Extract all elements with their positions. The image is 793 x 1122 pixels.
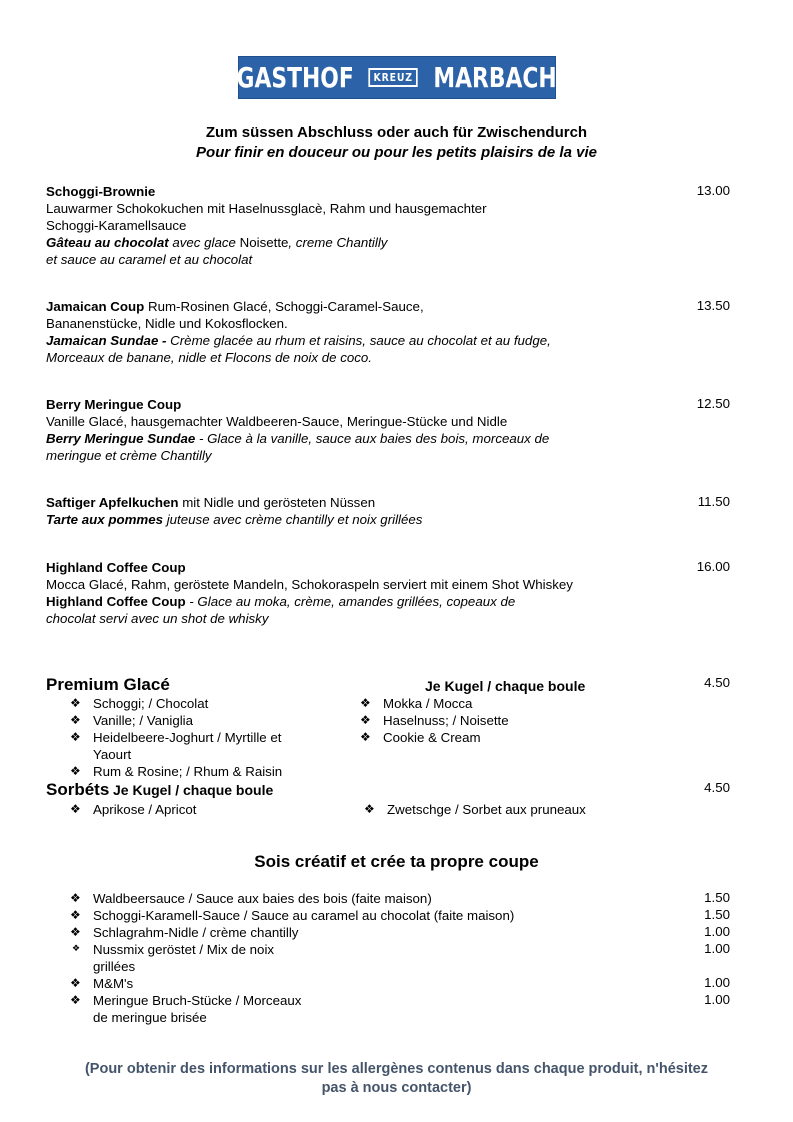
item-desc-de: Rum-Rosinen Glacé, Schoggi-Caramel-Sauce, xyxy=(144,299,424,314)
flavor-item: Haselnuss; / Noisette xyxy=(383,713,509,728)
flavor-item: Yaourt xyxy=(93,747,132,762)
flavor-item: Mokka / Mocca xyxy=(383,696,473,711)
heading-de: Zum süssen Abschluss oder auch für Zwischendurch xyxy=(205,124,588,141)
bullet-icon: ❖ xyxy=(360,730,371,744)
flavor-item: Heidelbeere-Joghurt / Myrtille et xyxy=(93,730,282,745)
item-fr-text: , creme Chantilly xyxy=(288,235,388,250)
item-desc-fr xyxy=(46,332,551,349)
item-price: 13.00 xyxy=(696,183,730,198)
topping-item: Waldbeersauce / Sauce aux baies des bois (faite maison) xyxy=(93,891,432,906)
bullet-icon: ❖ xyxy=(70,696,81,710)
item-fr-text: - Glace au moka, crème, amandes grillées, copeaux de xyxy=(185,594,516,609)
topping-item: de meringue brisée xyxy=(93,1010,207,1025)
topping-price: 1.50 xyxy=(704,907,730,922)
bullet-icon: ❖ xyxy=(70,802,81,816)
topping-item: Schlagrahm-Nidle / crème chantilly xyxy=(93,925,299,940)
item-fr-title: Berry Meringue Sundae xyxy=(46,431,196,446)
topping-price: 1.00 xyxy=(704,975,730,990)
sorbets-per: Je Kugel / chaque boule xyxy=(113,782,274,798)
item-desc-fr xyxy=(46,511,422,528)
item-fr-title: Jamaican Sundae - xyxy=(46,333,171,348)
allergen-line: (Pour obtenir des informations sur les allergènes contenus dans chaque produit, n'hésitez xyxy=(84,1061,709,1077)
bullet-icon: ❖ xyxy=(360,713,371,727)
item-price: 11.50 xyxy=(697,494,730,509)
logo-right: MARBACH xyxy=(433,61,558,94)
premium-price: 4.50 xyxy=(704,675,730,690)
flavor-item: Vanille; / Vaniglia xyxy=(93,713,194,728)
item-price: 12.50 xyxy=(696,396,730,411)
flavor-item: Aprikose / Apricot xyxy=(93,802,197,817)
allergen-note xyxy=(40,1060,753,1098)
item-title: Berry Meringue Coup xyxy=(46,397,182,412)
item-desc-fr xyxy=(46,430,549,447)
bullet-icon: ❖ xyxy=(70,764,81,778)
topping-price: 1.00 xyxy=(704,924,730,939)
premium-title: Premium Glacé xyxy=(46,675,170,694)
item-desc-fr: meringue et crème Chantilly xyxy=(46,448,212,463)
item-desc-fr xyxy=(46,593,515,610)
item-desc-de: Vanille Glacé, hausgemachter Waldbeeren-Sauce, Meringue-Stücke und Nidle xyxy=(46,414,508,429)
item-fr-text: avec glace xyxy=(168,235,240,250)
item-fr-text: juteuse avec crème chantilly et noix grillées xyxy=(163,512,423,527)
sorbets-heading xyxy=(46,780,273,800)
bullet-icon: ❖ xyxy=(70,925,81,939)
topping-item: M&M's xyxy=(93,976,134,991)
logo xyxy=(238,56,556,99)
topping-price: 1.50 xyxy=(704,890,730,905)
item-desc-fr: Morceaux de banane, nidle et Flocons de noix de coco. xyxy=(46,350,372,365)
item-fr-text: Noisette xyxy=(239,235,289,250)
sorbets-title: Sorbéts xyxy=(46,780,110,799)
topping-item: Nussmix geröstet / Mix de noix xyxy=(93,942,275,957)
item-price: 16.00 xyxy=(696,559,730,574)
create-title: Sois créatif et crée ta propre coupe xyxy=(254,852,539,871)
item-desc-fr xyxy=(46,234,387,251)
flavor-item: Zwetschge / Sorbet aux pruneaux xyxy=(387,802,586,817)
item-fr-text: - Glace à la vanille, sauce aux baies des bois, morceaux de xyxy=(195,431,550,446)
logo-left: GASTHOF xyxy=(236,61,354,94)
item-fr-text: Crème glacée au rhum et raisins, sauce au chocolat et au fudge, xyxy=(170,333,551,348)
item-desc-de: Schoggi-Karamellsauce xyxy=(46,218,187,233)
bullet-icon: ❖ xyxy=(70,730,81,744)
bullet-icon: ❖ xyxy=(70,908,81,922)
premium-per: Je Kugel / chaque boule xyxy=(425,678,586,694)
topping-price: 1.00 xyxy=(704,941,730,956)
item-fr-title: Tarte aux pommes xyxy=(46,512,164,527)
bullet-icon: ❖ xyxy=(70,713,81,727)
item-title-line xyxy=(46,494,375,511)
bullet-icon: ❖ xyxy=(364,802,375,816)
sorbets-price: 4.50 xyxy=(704,780,730,795)
item-desc-de: Bananenstücke, Nidle und Kokosflocken. xyxy=(46,316,288,331)
bullet-icon: ❖ xyxy=(360,696,371,710)
bullet-icon: ❖ xyxy=(70,891,81,905)
item-desc-de: Mocca Glacé, Rahm, geröstete Mandeln, Schokoraspeln serviert mit einem Shot Whiskey xyxy=(46,577,573,592)
topping-price: 1.00 xyxy=(704,992,730,1007)
item-desc-de: mit Nidle und gerösteten Nüssen xyxy=(178,495,376,510)
flavor-item: Rum & Rosine; / Rhum & Raisin xyxy=(93,764,283,779)
bullet-icon: ❖ xyxy=(70,976,81,990)
topping-item: grillées xyxy=(93,959,136,974)
item-fr-title: Highland Coffee Coup xyxy=(46,594,186,609)
item-price: 13.50 xyxy=(696,298,730,313)
bullet-icon: ❖ xyxy=(72,943,81,953)
item-desc-fr: chocolat servi avec un shot de whisky xyxy=(46,611,269,626)
item-desc-de: Lauwarmer Schokokuchen mit Haselnussglacè, Rahm und hausgemachter xyxy=(46,201,487,216)
item-title: Saftiger Apfelkuchen xyxy=(46,495,179,510)
logo-kreuz: KREUZ xyxy=(368,68,418,87)
flavor-item: Schoggi; / Chocolat xyxy=(93,696,209,711)
item-title: Schoggi-Brownie xyxy=(46,184,156,199)
allergen-line: pas à nous contacter) xyxy=(321,1080,472,1096)
topping-item: Meringue Bruch-Stücke / Morceaux xyxy=(93,993,302,1008)
item-title-line xyxy=(46,298,424,315)
heading-fr: Pour finir en douceur ou pour les petits plaisirs de la vie xyxy=(196,144,597,161)
flavor-item: Cookie & Cream xyxy=(383,730,481,745)
item-fr-title: Gâteau au chocolat xyxy=(46,235,169,250)
item-title: Jamaican Coup xyxy=(46,299,145,314)
bullet-icon: ❖ xyxy=(70,993,81,1007)
item-desc-fr: et sauce au caramel et au chocolat xyxy=(46,252,253,267)
item-title: Highland Coffee Coup xyxy=(46,560,186,575)
topping-item: Schoggi-Karamell-Sauce / Sauce au caramel au chocolat (faite maison) xyxy=(93,908,515,923)
